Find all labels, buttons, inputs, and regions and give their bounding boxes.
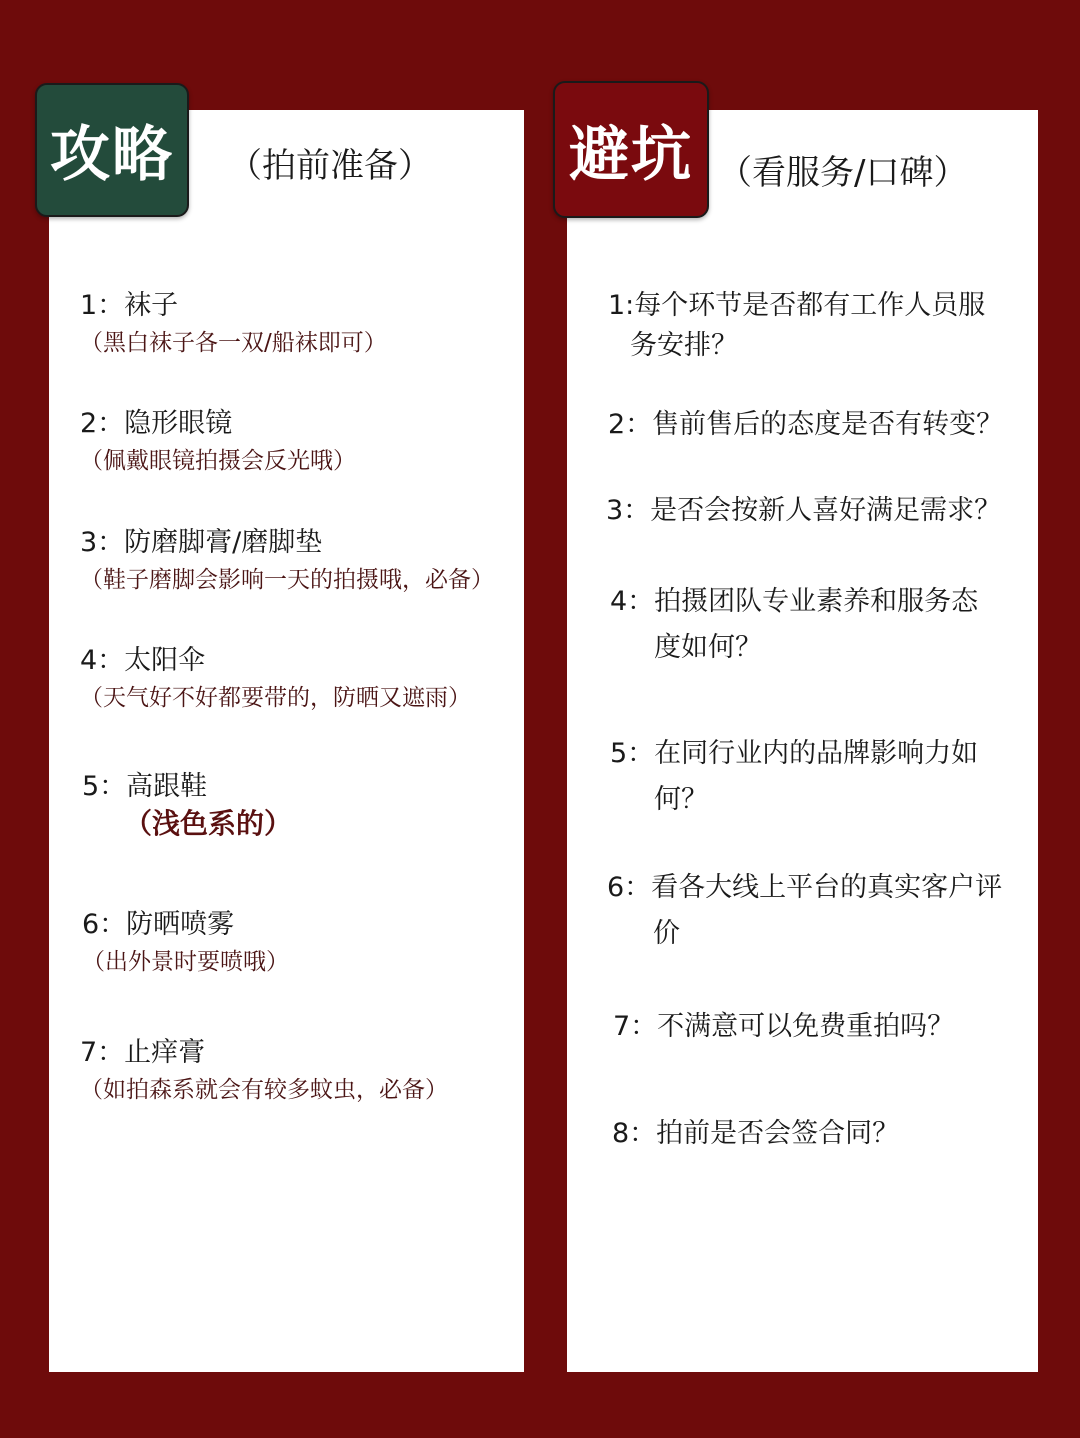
left-item-1-note: （黑白袜子各一双/船袜即可） bbox=[80, 330, 387, 356]
left-item-1 bbox=[80, 289, 387, 359]
left-item-7 bbox=[80, 1036, 448, 1106]
right-item-6-line2: 价 bbox=[653, 918, 680, 949]
left-item-6-title: 6：防晒喷雾 bbox=[82, 909, 235, 940]
right-item-3 bbox=[606, 488, 1001, 534]
right-item-7 bbox=[613, 1004, 954, 1050]
left-item-4 bbox=[80, 644, 471, 714]
left-item-5-title: 5：高跟鞋 bbox=[82, 771, 208, 802]
right-item-3-line1: 3：是否会按新人喜好满足需求？ bbox=[606, 495, 1002, 526]
left-item-5-note: （浅色系的） bbox=[124, 807, 293, 840]
right-item-8 bbox=[612, 1111, 899, 1157]
left-item-2-title: 2：隐形眼镜 bbox=[80, 408, 233, 439]
right-badge: 避坑 bbox=[553, 81, 709, 218]
right-item-6-line1: 6：看各大线上平台的真实客户评 bbox=[607, 872, 1003, 903]
left-item-7-note: （如拍森系就会有较多蚊虫，必备） bbox=[80, 1077, 448, 1103]
right-subtitle: （看服务/口碑） bbox=[718, 153, 968, 193]
right-item-1-line2: 务安排？ bbox=[630, 330, 738, 361]
right-item-4 bbox=[610, 579, 978, 671]
left-item-1-title: 1：袜子 bbox=[80, 290, 179, 321]
left-item-3-note: （鞋子磨脚会影响一天的拍摄哦，必备） bbox=[80, 567, 494, 593]
right-item-1-line1: 1:每个环节是否都有工作人员服 bbox=[608, 290, 986, 321]
left-item-6-note: （出外景时要喷哦） bbox=[82, 949, 289, 975]
right-item-5-line2: 何？ bbox=[654, 784, 708, 815]
right-item-6 bbox=[607, 865, 1002, 957]
right-item-4-line2: 度如何？ bbox=[654, 632, 762, 663]
right-item-5 bbox=[610, 731, 978, 823]
left-item-3 bbox=[80, 526, 494, 596]
right-item-8-line1: 8：拍前是否会签合同？ bbox=[612, 1118, 900, 1149]
right-item-4-line1: 4：拍摄团队专业素养和服务态 bbox=[610, 586, 979, 617]
left-subtitle: （拍前准备） bbox=[228, 146, 432, 186]
left-badge: 攻略 bbox=[35, 83, 189, 217]
left-item-4-note: （天气好不好都要带的，防晒又遮雨） bbox=[80, 685, 471, 711]
left-item-7-title: 7：止痒膏 bbox=[80, 1037, 206, 1068]
right-item-5-line1: 5：在同行业内的品牌影响力如 bbox=[610, 738, 979, 769]
left-item-2 bbox=[80, 407, 356, 477]
right-item-1 bbox=[608, 283, 985, 363]
right-item-2-line1: 2：售前售后的态度是否有转变？ bbox=[608, 409, 1004, 440]
left-item-5 bbox=[82, 770, 292, 840]
right-item-2 bbox=[608, 402, 1003, 448]
left-item-6 bbox=[82, 908, 289, 978]
left-item-4-title: 4：太阳伞 bbox=[80, 645, 206, 676]
left-item-3-title: 3：防磨脚膏/磨脚垫 bbox=[80, 527, 323, 558]
left-item-2-note: （佩戴眼镜拍摄会反光哦） bbox=[80, 448, 356, 474]
right-item-7-line1: 7：不满意可以免费重拍吗？ bbox=[613, 1011, 955, 1042]
